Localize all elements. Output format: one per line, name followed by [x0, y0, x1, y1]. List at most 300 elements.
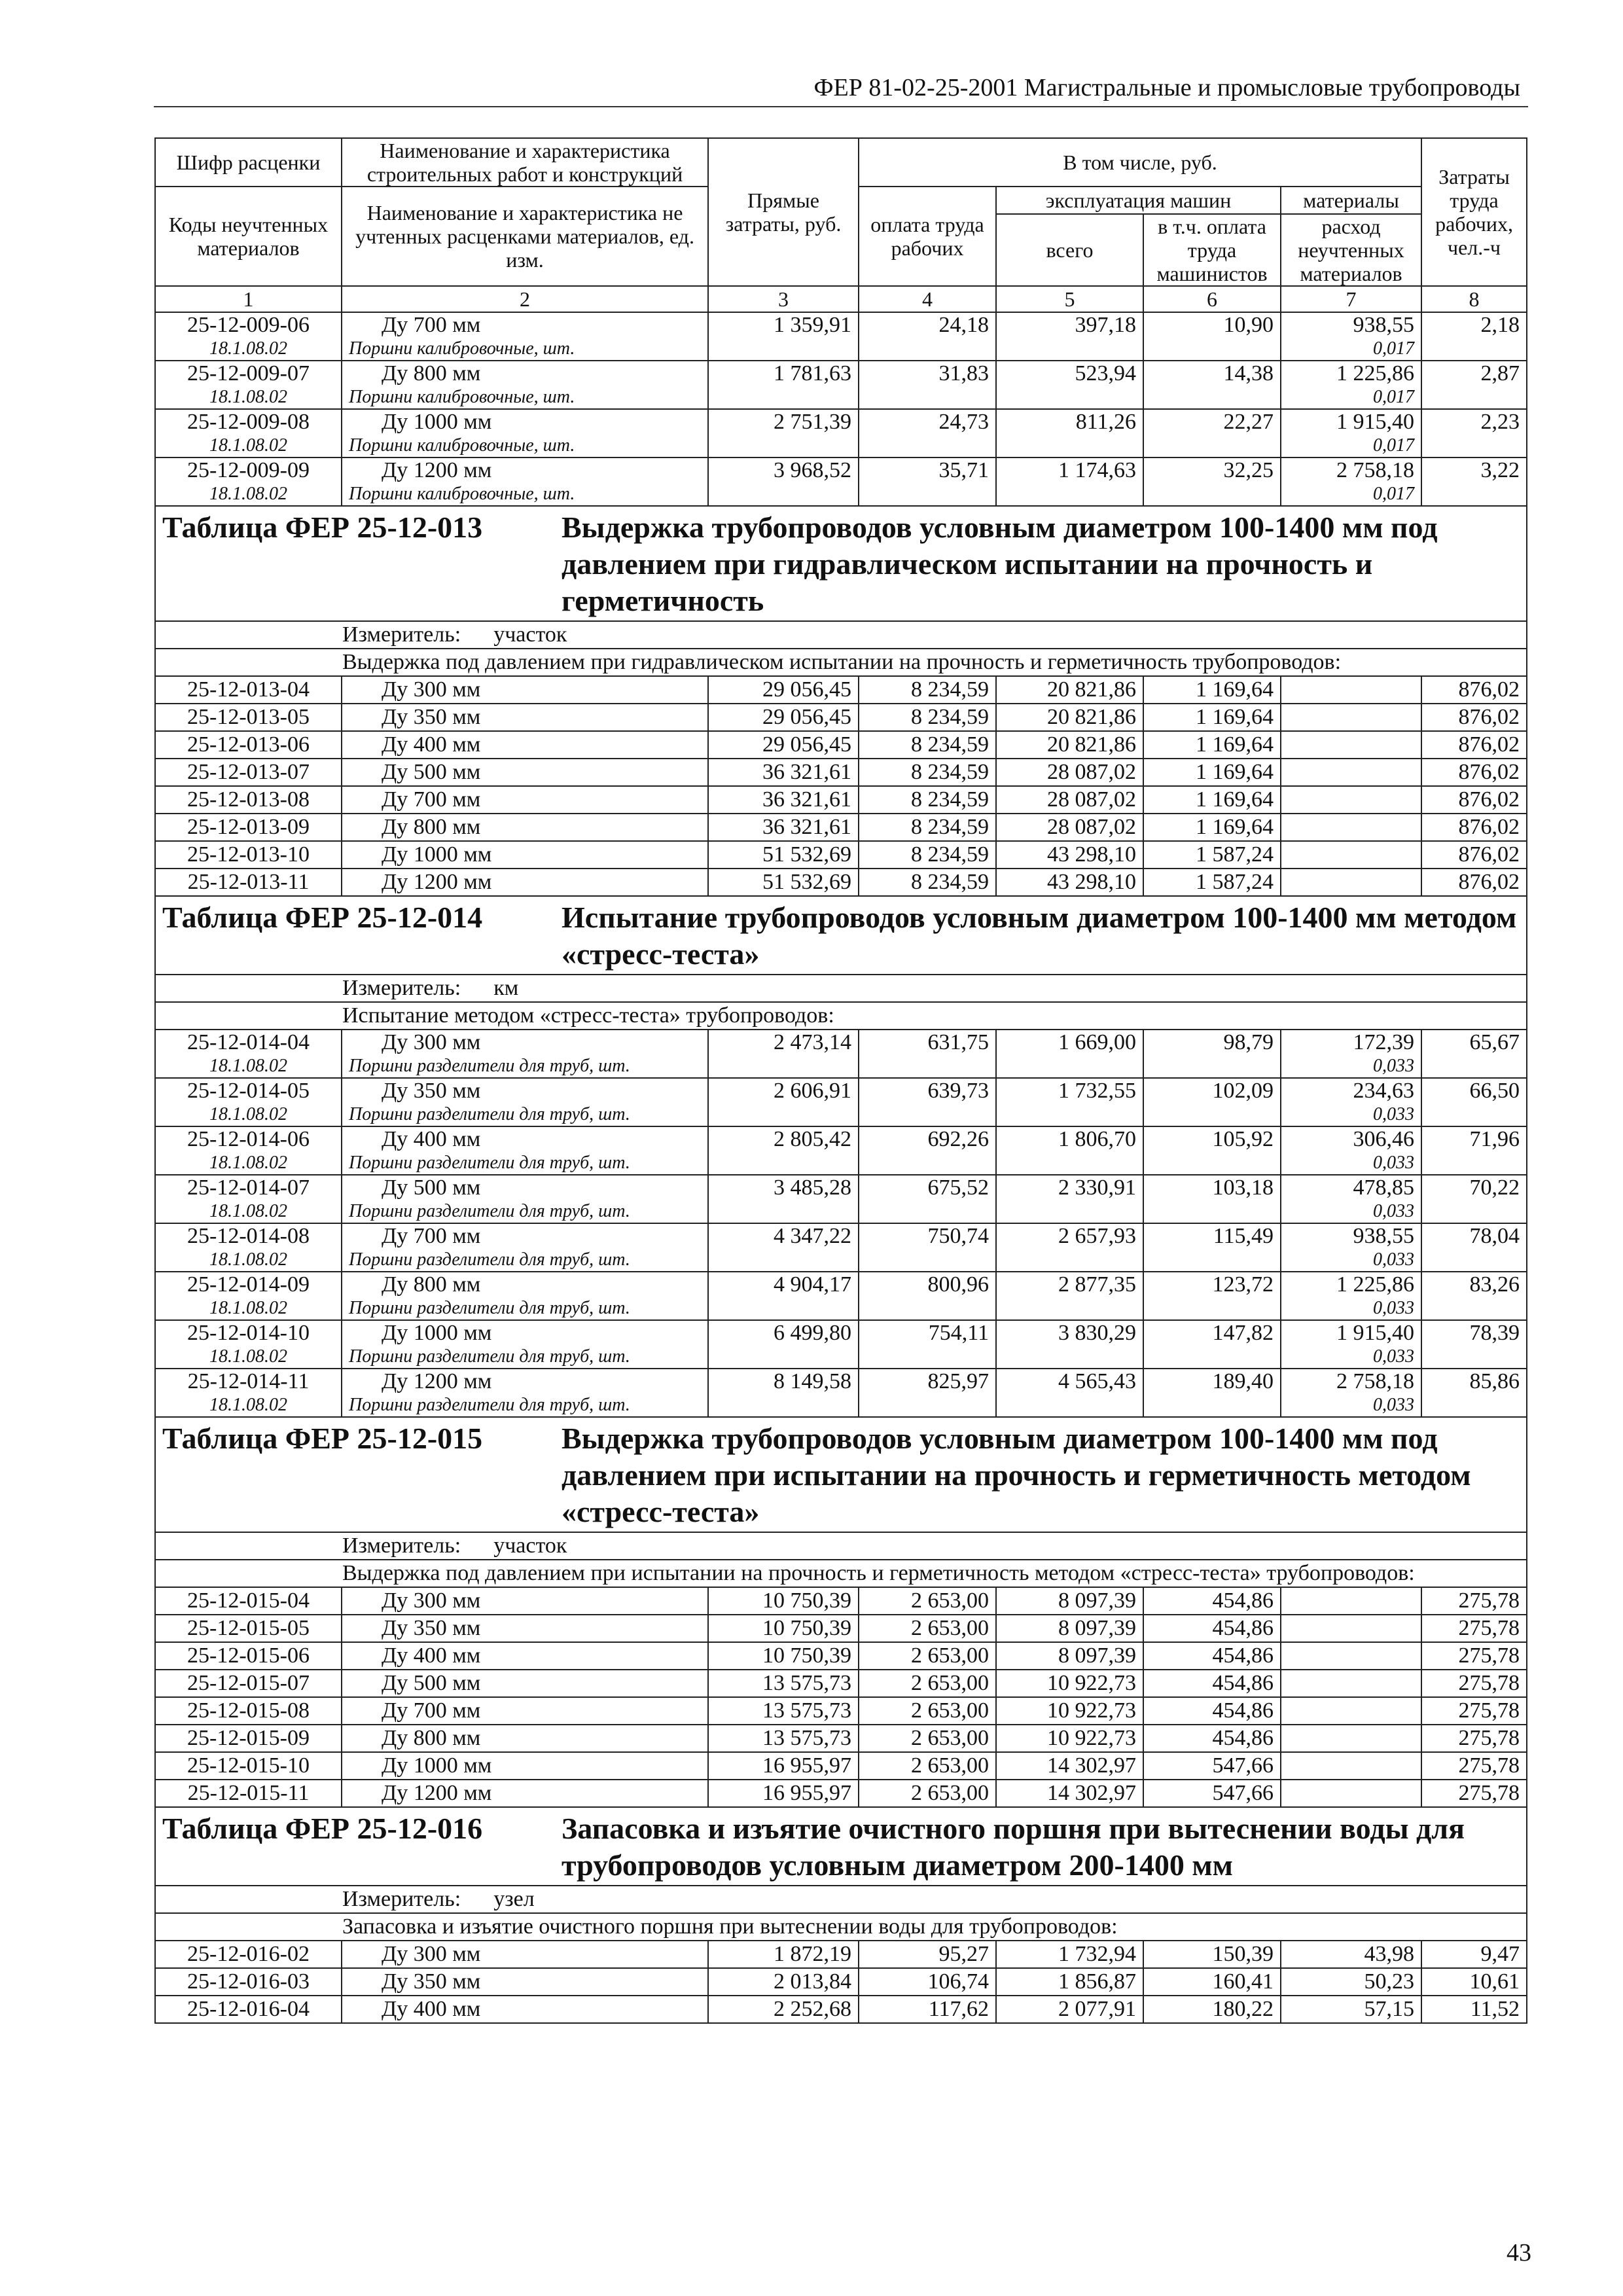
direct-blank [708, 1103, 859, 1126]
rate-code: 25-12-014-05 [155, 1078, 342, 1103]
labor-pay: 31,83 [859, 361, 996, 386]
labor-hours: 71,96 [1421, 1126, 1527, 1152]
materials [1281, 786, 1421, 814]
mach-blank [996, 1249, 1143, 1272]
machines-total: 28 087,02 [996, 759, 1143, 786]
section-title-wrap [162, 509, 1526, 619]
mlab-blank [1143, 338, 1281, 361]
direct-blank [708, 386, 859, 409]
direct-blank [708, 1297, 859, 1320]
machinist-pay: 1 169,64 [1143, 759, 1281, 786]
material-consumption: 0,017 [1281, 483, 1421, 506]
machines-total: 10 922,73 [996, 1725, 1143, 1752]
measure-unit: узел [493, 1887, 535, 1911]
material-consumption: 0,017 [1281, 338, 1421, 361]
pay-blank [859, 1249, 996, 1272]
labor-pay: 35,71 [859, 457, 996, 483]
machines-total: 28 087,02 [996, 786, 1143, 814]
labor-pay: 24,73 [859, 409, 996, 435]
table-row [155, 1615, 1527, 1642]
material-code: 18.1.08.02 [155, 1394, 342, 1417]
labor-hours: 876,02 [1421, 786, 1527, 814]
labor-pay: 750,74 [859, 1223, 996, 1249]
labor-pay: 692,26 [859, 1126, 996, 1152]
work-name: Ду 350 мм [342, 704, 708, 731]
measure-label: Измеритель: [342, 1887, 461, 1911]
work-name: Ду 300 мм [342, 1030, 708, 1055]
material-consumption: 0,033 [1281, 1055, 1421, 1078]
table-row [155, 1030, 1527, 1055]
materials: 57,15 [1281, 1996, 1421, 2023]
col-num: 2 [342, 286, 708, 312]
material-name: Поршни калибровочные, шт. [342, 435, 708, 457]
machines-total: 2 657,93 [996, 1223, 1143, 1249]
col-mach-total-header: всего [996, 214, 1143, 286]
rate-code: 25-12-009-09 [155, 457, 342, 483]
mach-blank [996, 1103, 1143, 1126]
materials: 1 225,86 [1281, 1272, 1421, 1297]
table-row [155, 704, 1527, 731]
rate-code: 25-12-015-10 [155, 1752, 342, 1780]
material-code: 18.1.08.02 [155, 483, 342, 506]
mlab-blank [1143, 1152, 1281, 1175]
labor-hours: 2,87 [1421, 361, 1527, 386]
material-code: 18.1.08.02 [155, 1200, 342, 1223]
machinist-pay: 454,86 [1143, 1697, 1281, 1725]
machinist-pay: 160,41 [1143, 1968, 1281, 1996]
materials: 2 758,18 [1281, 1369, 1421, 1394]
table-title: Запасовка и изъятие очистного поршня при вытеснении воды для трубопроводов условным диаметром 200-1400 мм [562, 1812, 1465, 1882]
material-code: 18.1.08.02 [155, 1152, 342, 1175]
work-name: Ду 400 мм [342, 1642, 708, 1670]
material-name: Поршни разделители для труб, шт. [342, 1103, 708, 1126]
pay-blank [859, 483, 996, 506]
materials [1281, 704, 1421, 731]
labor-pay: 117,62 [859, 1996, 996, 2023]
machinist-pay: 147,82 [1143, 1320, 1281, 1346]
work-name: Ду 1200 мм [342, 1369, 708, 1394]
materials: 2 758,18 [1281, 457, 1421, 483]
direct-cost: 29 056,45 [708, 704, 859, 731]
material-subrow [155, 1297, 1527, 1320]
labor-pay: 2 653,00 [859, 1615, 996, 1642]
mach-blank [996, 1055, 1143, 1078]
mach-blank [996, 435, 1143, 457]
table-row [155, 1320, 1527, 1346]
mach-blank [996, 338, 1143, 361]
labor-blank [1421, 1055, 1527, 1078]
measure-unit: участок [493, 1534, 567, 1558]
work-name: Ду 300 мм [342, 1587, 708, 1615]
section-title [155, 1417, 1527, 1532]
group-note: Выдержка под давлением при гидравлическом испытании на прочность и герметичность трубопроводов: [155, 649, 1527, 676]
page-number: 43 [1507, 2239, 1531, 2267]
machinist-pay: 1 169,64 [1143, 786, 1281, 814]
machinist-pay: 150,39 [1143, 1941, 1281, 1968]
labor-hours: 876,02 [1421, 814, 1527, 841]
materials: 938,55 [1281, 312, 1421, 338]
mlab-blank [1143, 386, 1281, 409]
rate-code: 25-12-009-07 [155, 361, 342, 386]
price-table [154, 137, 1527, 2024]
labor-hours: 876,02 [1421, 731, 1527, 759]
materials [1281, 869, 1421, 896]
mlab-blank [1143, 1346, 1281, 1369]
section-title-cell [155, 506, 1527, 621]
labor-pay: 24,18 [859, 312, 996, 338]
materials: 306,46 [1281, 1126, 1421, 1152]
work-name: Ду 800 мм [342, 361, 708, 386]
material-subrow [155, 1249, 1527, 1272]
direct-cost: 2 013,84 [708, 1968, 859, 1996]
work-name: Ду 500 мм [342, 1175, 708, 1200]
table-row [155, 1642, 1527, 1670]
labor-hours: 3,22 [1421, 457, 1527, 483]
labor-hours: 78,39 [1421, 1320, 1527, 1346]
machines-total: 4 565,43 [996, 1369, 1143, 1394]
rate-code: 25-12-015-09 [155, 1725, 342, 1752]
direct-cost: 8 149,58 [708, 1369, 859, 1394]
direct-blank [708, 1200, 859, 1223]
labor-blank [1421, 1200, 1527, 1223]
measure-row [155, 1886, 1527, 1913]
work-name: Ду 700 мм [342, 1697, 708, 1725]
pay-blank [859, 1055, 996, 1078]
table-row [155, 786, 1527, 814]
measure-label: Измеритель: [342, 622, 461, 647]
labor-hours: 83,26 [1421, 1272, 1527, 1297]
materials: 1 225,86 [1281, 361, 1421, 386]
direct-cost: 2 473,14 [708, 1030, 859, 1055]
machinist-pay: 32,25 [1143, 457, 1281, 483]
rate-code: 25-12-014-06 [155, 1126, 342, 1152]
direct-cost: 10 750,39 [708, 1642, 859, 1670]
labor-pay: 2 653,00 [859, 1587, 996, 1615]
labor-blank [1421, 1297, 1527, 1320]
machinist-pay: 454,86 [1143, 1642, 1281, 1670]
mach-blank [996, 483, 1143, 506]
direct-cost: 13 575,73 [708, 1697, 859, 1725]
materials [1281, 1780, 1421, 1807]
rate-code: 25-12-016-02 [155, 1941, 342, 1968]
material-consumption: 0,033 [1281, 1297, 1421, 1320]
table-row [155, 731, 1527, 759]
labor-hours: 70,22 [1421, 1175, 1527, 1200]
labor-hours: 11,52 [1421, 1996, 1527, 2023]
work-name: Ду 1000 мм [342, 1320, 708, 1346]
direct-cost: 10 750,39 [708, 1587, 859, 1615]
col-num: 3 [708, 286, 859, 312]
table-row [155, 1941, 1527, 1968]
work-name: Ду 1000 мм [342, 409, 708, 435]
col-materials-header: материалы [1281, 187, 1421, 214]
material-code: 18.1.08.02 [155, 1249, 342, 1272]
rate-code: 25-12-015-11 [155, 1780, 342, 1807]
material-subrow [155, 1055, 1527, 1078]
pay-blank [859, 338, 996, 361]
mlab-blank [1143, 1394, 1281, 1417]
labor-hours: 876,02 [1421, 869, 1527, 896]
col-mat-sub-header: расход неучтенных материалов [1281, 214, 1421, 286]
col-pay-header: оплата труда рабочих [859, 187, 996, 286]
machines-total: 523,94 [996, 361, 1143, 386]
direct-cost: 2 606,91 [708, 1078, 859, 1103]
direct-cost: 10 750,39 [708, 1615, 859, 1642]
direct-blank [708, 1394, 859, 1417]
labor-blank [1421, 1103, 1527, 1126]
mlab-blank [1143, 1297, 1281, 1320]
materials [1281, 1697, 1421, 1725]
col-incl-header: В том числе, руб. [859, 138, 1421, 187]
col-direct-header: Прямые затраты, руб. [708, 138, 859, 286]
col-num: 1 [155, 286, 342, 312]
table-label: Таблица ФЕР 25-12-015 [162, 1422, 483, 1455]
rate-code: 25-12-014-07 [155, 1175, 342, 1200]
mach-blank [996, 1346, 1143, 1369]
machinist-pay: 1 169,64 [1143, 814, 1281, 841]
direct-cost: 2 751,39 [708, 409, 859, 435]
material-name: Поршни разделители для труб, шт. [342, 1346, 708, 1369]
table-row [155, 1369, 1527, 1394]
labor-hours: 85,86 [1421, 1369, 1527, 1394]
material-name: Поршни калибровочные, шт. [342, 338, 708, 361]
material-consumption: 0,033 [1281, 1346, 1421, 1369]
direct-cost: 4 347,22 [708, 1223, 859, 1249]
labor-pay: 8 234,59 [859, 759, 996, 786]
labor-blank [1421, 1394, 1527, 1417]
section-title-cell [155, 1417, 1527, 1532]
machinist-pay: 102,09 [1143, 1078, 1281, 1103]
labor-hours: 66,50 [1421, 1078, 1527, 1103]
group-note: Испытание методом «стресс-теста» трубопроводов: [155, 1002, 1527, 1030]
work-name: Ду 400 мм [342, 731, 708, 759]
machinist-pay: 454,86 [1143, 1725, 1281, 1752]
col-num: 5 [996, 286, 1143, 312]
direct-cost: 1 781,63 [708, 361, 859, 386]
group-note-row [155, 1913, 1527, 1941]
labor-pay: 2 653,00 [859, 1697, 996, 1725]
running-header: ФЕР 81-02-25-2001 Магистральные и промысловые трубопроводы [154, 73, 1528, 107]
machines-total: 20 821,86 [996, 704, 1143, 731]
labor-pay: 8 234,59 [859, 841, 996, 869]
labor-hours: 876,02 [1421, 704, 1527, 731]
direct-cost: 51 532,69 [708, 841, 859, 869]
material-consumption: 0,033 [1281, 1200, 1421, 1223]
materials [1281, 1670, 1421, 1697]
materials: 43,98 [1281, 1941, 1421, 1968]
machines-total: 10 922,73 [996, 1697, 1143, 1725]
work-name: Ду 1200 мм [342, 457, 708, 483]
col-num: 4 [859, 286, 996, 312]
direct-blank [708, 1055, 859, 1078]
work-name: Ду 800 мм [342, 1272, 708, 1297]
table-row [155, 1996, 1527, 2023]
rate-code: 25-12-009-06 [155, 312, 342, 338]
material-consumption: 0,033 [1281, 1152, 1421, 1175]
labor-pay: 639,73 [859, 1078, 996, 1103]
section-title-cell [155, 896, 1527, 975]
machines-total: 14 302,97 [996, 1752, 1143, 1780]
rate-code: 25-12-015-04 [155, 1587, 342, 1615]
machinist-pay: 1 169,64 [1143, 676, 1281, 704]
material-subrow [155, 435, 1527, 457]
material-subrow [155, 1103, 1527, 1126]
machinist-pay: 454,86 [1143, 1615, 1281, 1642]
table-row [155, 1780, 1527, 1807]
table-row [155, 1752, 1527, 1780]
machinist-pay: 189,40 [1143, 1369, 1281, 1394]
labor-pay: 8 234,59 [859, 676, 996, 704]
machines-total: 43 298,10 [996, 841, 1143, 869]
measure-cell [155, 975, 1527, 1002]
table-row [155, 1725, 1527, 1752]
machines-total: 10 922,73 [996, 1670, 1143, 1697]
direct-cost: 6 499,80 [708, 1320, 859, 1346]
material-code: 18.1.08.02 [155, 1055, 342, 1078]
group-note-row [155, 1560, 1527, 1587]
direct-cost: 36 321,61 [708, 759, 859, 786]
machinist-pay: 105,92 [1143, 1126, 1281, 1152]
material-subrow [155, 1346, 1527, 1369]
work-name: Ду 1200 мм [342, 869, 708, 896]
table-label: Таблица ФЕР 25-12-013 [162, 511, 483, 544]
machines-total: 1 806,70 [996, 1126, 1143, 1152]
mach-blank [996, 1200, 1143, 1223]
rate-code: 25-12-013-05 [155, 704, 342, 731]
material-name: Поршни разделители для труб, шт. [342, 1394, 708, 1417]
materials [1281, 759, 1421, 786]
material-subrow [155, 1394, 1527, 1417]
materials: 172,39 [1281, 1030, 1421, 1055]
labor-hours: 275,78 [1421, 1697, 1527, 1725]
mach-blank [996, 1394, 1143, 1417]
col-name2-header: Наименование и характеристика не учтенных расценками материалов, ед. изм. [342, 187, 708, 286]
pay-blank [859, 1200, 996, 1223]
table-row [155, 1126, 1527, 1152]
mlab-blank [1143, 1249, 1281, 1272]
mlab-blank [1143, 1200, 1281, 1223]
material-name: Поршни разделители для труб, шт. [342, 1297, 708, 1320]
machinist-pay: 10,90 [1143, 312, 1281, 338]
direct-blank [708, 1152, 859, 1175]
materials [1281, 1642, 1421, 1670]
material-consumption: 0,033 [1281, 1249, 1421, 1272]
direct-blank [708, 338, 859, 361]
machinist-pay: 123,72 [1143, 1272, 1281, 1297]
measure-unit: км [493, 976, 519, 1000]
direct-cost: 2 252,68 [708, 1996, 859, 2023]
direct-cost: 16 955,97 [708, 1752, 859, 1780]
table-row [155, 841, 1527, 869]
section-title-cell [155, 1807, 1527, 1886]
labor-hours: 2,23 [1421, 409, 1527, 435]
material-consumption: 0,017 [1281, 386, 1421, 409]
rate-code: 25-12-015-06 [155, 1642, 342, 1670]
table-label: Таблица ФЕР 25-12-016 [162, 1812, 483, 1845]
col-machines-header: эксплуатация машин [996, 187, 1281, 214]
work-name: Ду 700 мм [342, 786, 708, 814]
direct-blank [708, 1346, 859, 1369]
materials [1281, 1615, 1421, 1642]
machines-total: 1 856,87 [996, 1968, 1143, 1996]
group-note: Запасовка и изъятие очистного поршня при вытеснении воды для трубопроводов: [155, 1913, 1527, 1941]
material-name: Поршни разделители для труб, шт. [342, 1152, 708, 1175]
labor-blank [1421, 386, 1527, 409]
direct-cost: 13 575,73 [708, 1725, 859, 1752]
pay-blank [859, 386, 996, 409]
labor-pay: 2 653,00 [859, 1725, 996, 1752]
machines-total: 1 732,55 [996, 1078, 1143, 1103]
pay-blank [859, 1346, 996, 1369]
measure-row [155, 975, 1527, 1002]
work-name: Ду 300 мм [342, 676, 708, 704]
labor-hours: 275,78 [1421, 1670, 1527, 1697]
machines-total: 2 877,35 [996, 1272, 1143, 1297]
materials [1281, 814, 1421, 841]
labor-pay: 825,97 [859, 1369, 996, 1394]
table-row [155, 1272, 1527, 1297]
work-name: Ду 700 мм [342, 1223, 708, 1249]
table-row [155, 1078, 1527, 1103]
pay-blank [859, 435, 996, 457]
material-name: Поршни разделители для труб, шт. [342, 1249, 708, 1272]
direct-cost: 1 872,19 [708, 1941, 859, 1968]
machines-total: 1 174,63 [996, 457, 1143, 483]
material-consumption: 0,017 [1281, 435, 1421, 457]
table-row [155, 1175, 1527, 1200]
labor-pay: 8 234,59 [859, 731, 996, 759]
rate-code: 25-12-016-04 [155, 1996, 342, 2023]
machinist-pay: 22,27 [1143, 409, 1281, 435]
rate-code: 25-12-014-04 [155, 1030, 342, 1055]
machines-total: 28 087,02 [996, 814, 1143, 841]
machinist-pay: 180,22 [1143, 1996, 1281, 2023]
material-code: 18.1.08.02 [155, 435, 342, 457]
rate-code: 25-12-013-11 [155, 869, 342, 896]
materials [1281, 1752, 1421, 1780]
labor-hours: 275,78 [1421, 1780, 1527, 1807]
section-title-wrap [162, 1810, 1526, 1884]
col-code-header: Шифр расценки [155, 138, 342, 187]
direct-cost: 36 321,61 [708, 786, 859, 814]
rate-code: 25-12-016-03 [155, 1968, 342, 1996]
material-code: 18.1.08.02 [155, 1103, 342, 1126]
labor-hours: 275,78 [1421, 1752, 1527, 1780]
work-name: Ду 800 мм [342, 814, 708, 841]
table-row [155, 676, 1527, 704]
material-consumption: 0,033 [1281, 1103, 1421, 1126]
material-name: Поршни калибровочные, шт. [342, 483, 708, 506]
work-name: Ду 500 мм [342, 1670, 708, 1697]
rate-code: 25-12-015-07 [155, 1670, 342, 1697]
mlab-blank [1143, 483, 1281, 506]
work-name: Ду 1000 мм [342, 841, 708, 869]
materials: 478,85 [1281, 1175, 1421, 1200]
machinist-pay: 547,66 [1143, 1752, 1281, 1780]
direct-cost: 3 968,52 [708, 457, 859, 483]
work-name: Ду 400 мм [342, 1996, 708, 2023]
section-title [155, 1807, 1527, 1886]
group-note: Выдержка под давлением при испытании на прочность и герметичность методом «стресс-теста» трубопроводов: [155, 1560, 1527, 1587]
machinist-pay: 547,66 [1143, 1780, 1281, 1807]
machines-total: 8 097,39 [996, 1587, 1143, 1615]
labor-blank [1421, 1346, 1527, 1369]
machinist-pay: 14,38 [1143, 361, 1281, 386]
measure-cell [155, 1532, 1527, 1560]
materials: 234,63 [1281, 1078, 1421, 1103]
labor-pay: 631,75 [859, 1030, 996, 1055]
machines-total: 1 732,94 [996, 1941, 1143, 1968]
